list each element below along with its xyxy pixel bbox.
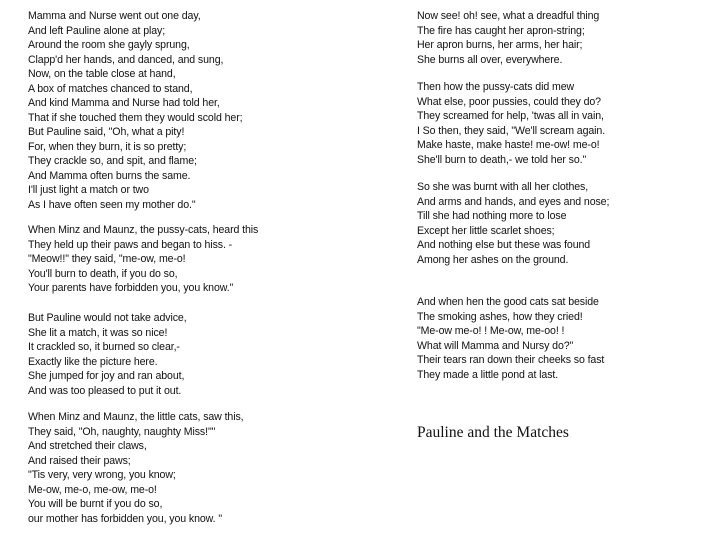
stanza-1 (28, 9, 242, 212)
poem-line: Mamma and Nurse went out one day, (28, 10, 201, 22)
poem-line: I'll just light a match or two (28, 184, 149, 196)
poem-line: I So then, they said, "We'll scream again. (417, 124, 606, 137)
stanza-2 (28, 223, 258, 296)
poem-line: She'll burn to death,- we told her so." (417, 153, 587, 166)
poem-line: They said, "Oh, naughty, naughty Miss!"" (28, 425, 216, 438)
poem-line: The fire has caught her apron-string; (417, 24, 585, 37)
poem-line: What else, poor pussies, could they do? (417, 95, 601, 108)
poem-line: They screamed for help, 'twas all in vain, (417, 110, 604, 122)
poem-line: And kind Mamma and Nurse had told her, (28, 97, 220, 109)
poem-line: Now see! oh! see, what a dreadful thing (417, 10, 600, 22)
poem-line: Their tears ran down their cheeks so fast (417, 354, 605, 366)
poem-line: When Minz and Maunz, the little cats, saw this, (28, 411, 244, 423)
stanza-5 (417, 9, 599, 67)
poem-line: She burns all over, everywhere. (417, 53, 563, 66)
poem-line: But Pauline said, "Oh, what a pity! (28, 126, 185, 138)
poem-line: Now, on the table close at hand, (28, 68, 176, 80)
poem-title: Pauline and the Matches (417, 424, 569, 441)
poem-line: our mother has forbidden you, you know. " (28, 512, 222, 525)
poem-line: As I have often seen my mother do." (28, 198, 196, 211)
poem-line: "Me-ow me-o! ! Me-ow, me-oo! ! (417, 325, 565, 337)
poem-line: Her apron burns, her arms, her hair; (417, 39, 583, 51)
stanza-3 (28, 311, 187, 398)
poem-line: They crackle so, and spit, and flame; (28, 155, 197, 167)
poem-line: But Pauline would not take advice, (28, 312, 187, 324)
poem-line: Exactly like the picture here. (28, 355, 158, 368)
poem-line: And when hen the good cats sat beside (417, 296, 599, 308)
stanza-8 (417, 295, 604, 382)
poem-line: "Meow!!" they said, "me-ow, me-o! (28, 253, 186, 265)
poem-line: And was too pleased to put it out. (28, 384, 182, 397)
poem-line: Your parents have forbidden you, you know." (28, 282, 234, 294)
stanza-4 (28, 410, 244, 526)
poem-line: The smoking ashes, how they cried! (417, 310, 583, 323)
poem-line: Till she had nothing more to lose (417, 210, 567, 222)
poem-line: You will be burnt if you do so, (28, 498, 163, 510)
poem-line: And Mamma often burns the same. (28, 169, 191, 182)
poem-line: Then how the pussy-cats did mew (417, 81, 575, 93)
poem-line: For, when they burn, it is so pretty; (28, 140, 187, 153)
poem-line: She lit a match, it was so nice! (28, 326, 168, 339)
poem-line: Among her ashes on the ground. (417, 253, 569, 266)
poem-line: "Tis very, very wrong, you know; (28, 469, 176, 481)
poem-line: They made a little pond at last. (417, 368, 559, 381)
poem-line: They held up their paws and began to hiss. - (28, 238, 233, 251)
poem-line: That if she touched them they would scold her; (28, 111, 243, 124)
poem-line: And nothing else but these was found (417, 239, 591, 251)
poem-line: A box of matches chanced to stand, (28, 82, 193, 95)
poem-line: And arms and hands, and eyes and nose; (417, 195, 610, 208)
poem-line: Except her little scarlet shoes; (417, 224, 555, 237)
poem-line: You'll burn to death, if you do so, (28, 267, 178, 280)
stanza-7 (417, 180, 609, 267)
poem-line: And left Pauline alone at play; (28, 24, 166, 37)
poem-line: She jumped for joy and ran about, (28, 370, 185, 382)
poem-line: When Minz and Maunz, the pussy-cats, heard this (28, 224, 259, 236)
poem-line: Make haste, make haste! me-ow! me-o! (417, 139, 600, 151)
poem-line: Me-ow, me-o, me-ow, me-o! (28, 483, 157, 496)
poem-line: And raised their paws; (28, 454, 131, 467)
stanza-6 (417, 80, 605, 167)
poem-line: So she was burnt with all her clothes, (417, 181, 589, 193)
poem-line: Clapp'd her hands, and danced, and sung, (28, 53, 224, 66)
poem-line: What will Mamma and Nursy do?" (417, 339, 574, 352)
poem-line: It crackled so, it burned so clear,- (28, 341, 180, 353)
poem-line: Around the room she gayly sprung, (28, 39, 190, 51)
poem-line: And stretched their claws, (28, 440, 147, 452)
